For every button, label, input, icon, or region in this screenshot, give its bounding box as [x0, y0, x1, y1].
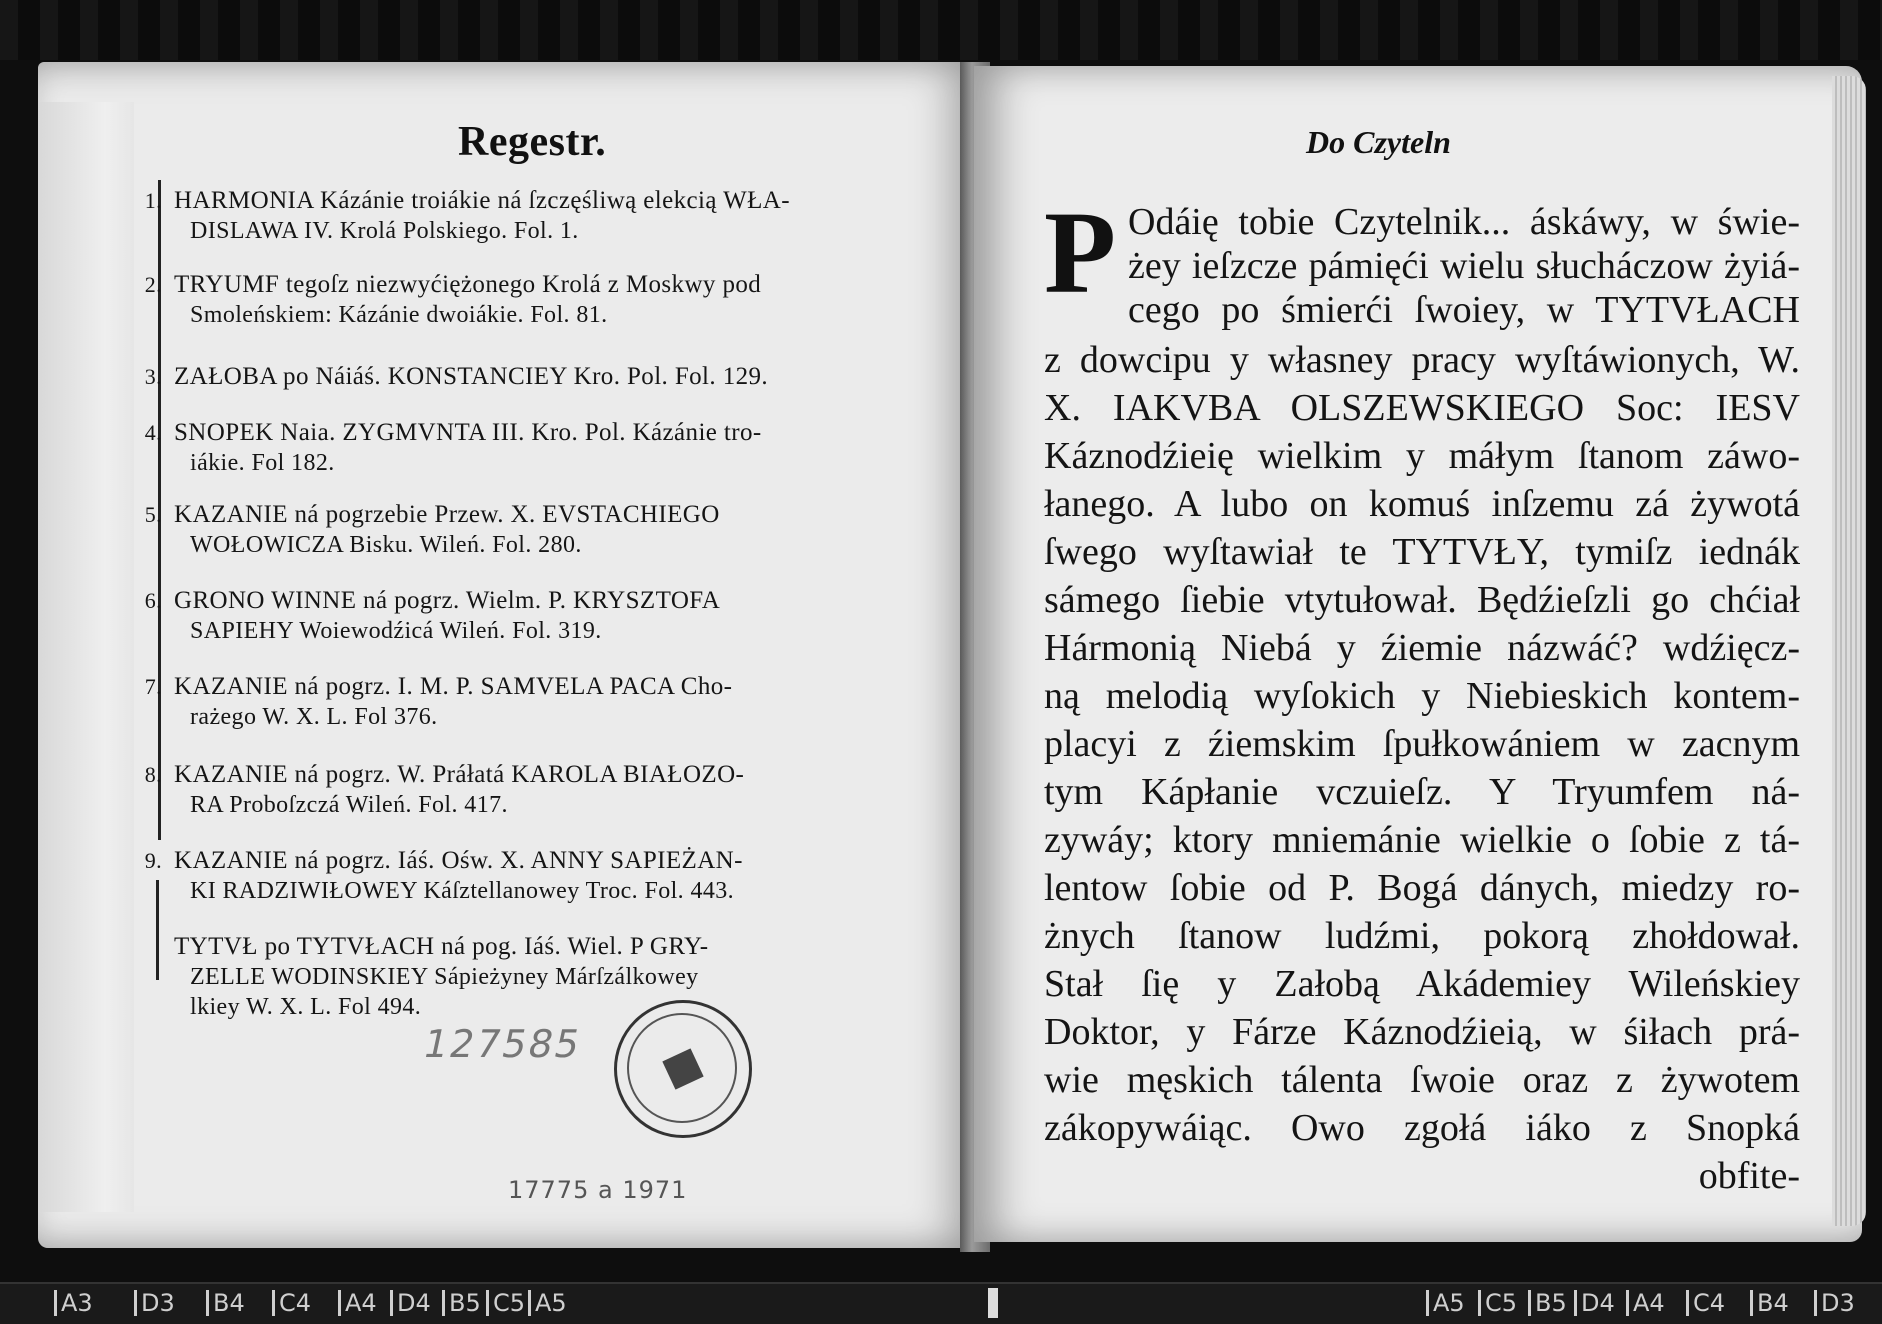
entry-line: TRYUMF tegoſz niezwyćiężonego Krolá z Moskwy pod — [174, 271, 762, 298]
text-line: z dowcipu y własney pracy wyſtáwionych, W. — [1044, 339, 1800, 381]
ruler-label: B4 — [1750, 1290, 1789, 1316]
film-top-edge — [0, 0, 1882, 60]
entry-number: 7. — [144, 674, 162, 699]
entry-line: DISLAWA IV. Krolá Polskiego. Fol. 1. — [190, 218, 579, 244]
ruler-label: A5 — [528, 1290, 567, 1316]
entry-number: 6. — [144, 588, 162, 613]
ruler-label: B5 — [1528, 1290, 1567, 1316]
entry-line: GRONO WINNE ná pogrz. Wielm. P. KRYSZTOFA — [174, 587, 721, 614]
catchword: obfite- — [1698, 1155, 1800, 1197]
text-line: Doktor, y Fárze Káznodźieią, w śiłach prá- — [1044, 1011, 1800, 1053]
page-edge-shadow — [38, 102, 134, 1212]
text-line: Káznodźieię wielkim y máłym ſtanom záwo- — [1044, 435, 1800, 477]
ruler-label: A4 — [338, 1290, 377, 1316]
film-ruler — [0, 1282, 1882, 1324]
ruler-label: B4 — [206, 1290, 245, 1316]
entry-line: SAPIEHY Woiewodźicá Wileń. Fol. 319. — [190, 618, 602, 644]
text-line: żnych ſtanow ludźmi, pokorą zhołdował. — [1044, 915, 1800, 957]
ruler-label: C5 — [1478, 1290, 1517, 1316]
stamp-emblem-icon — [655, 1041, 711, 1097]
drop-cap: P — [1044, 187, 1117, 318]
entry-line: KI RADZIWIŁOWEY Káſztellanowey Troc. Fol. 443. — [190, 878, 735, 904]
entry-line: TYTVŁ po TYTVŁACH ná pog. Iáś. Wiel. P GRY- — [174, 933, 709, 960]
text-line: wie męskich tálenta ſwoie oraz z żywotem — [1044, 1059, 1800, 1101]
text-line: żey ieſzcze pámięći wielu słucháczow żyiá- — [1128, 245, 1800, 287]
center-mark — [988, 1288, 998, 1318]
entry-number: 9. — [144, 848, 162, 873]
entry-line: Smoleńskiem: Kázánie dwoiákie. Fol. 81. — [190, 302, 608, 328]
entry-line: ZAŁOBA po Náiáś. KONSTANCIEY Kro. Pol. Fol. 129. — [174, 363, 769, 390]
ruler-label: B5 — [442, 1290, 481, 1316]
text-line: lentow ſobie od P. Bogá dánych, miedzy ro- — [1044, 867, 1800, 909]
entry-number: 5. — [144, 502, 162, 527]
entry-line: KAZANIE ná pogrzebie Przew. X. EVSTACHIEGO — [174, 501, 720, 528]
entry-line: KAZANIE ná pogrz. W. Práłatá KAROLA BIAŁOZO- — [174, 761, 745, 788]
text-line: Stał ſię y Załobą Akádemiey Wileńskiey — [1044, 963, 1800, 1005]
preface-title: Do Czyteln — [1306, 124, 1451, 160]
register-title: Regestr. — [458, 119, 607, 165]
text-line: Odáię tobie Czytelnik... áskáwy, w świe- — [1128, 201, 1800, 243]
text-line: ſwego wyſtawiał te TYTVŁY, tymiſz iednák — [1044, 531, 1800, 573]
entry-line: ZELLE WODINSKIEY Sápieżyney Márſzálkowey — [190, 964, 699, 990]
text-line: sámego ſiebie vtytułował. Będźieſzli go chćiał — [1044, 579, 1800, 621]
text-line: Hármonią Niebá y źiemie názwáć? wdźięcz- — [1044, 627, 1800, 669]
ruler-label: D4 — [1574, 1290, 1615, 1316]
entry-line: iákie. Fol 182. — [190, 450, 335, 476]
text-line: tym Kápłanie vczuieſz. Y Tryumfem ná- — [1044, 771, 1800, 813]
entry-line: KAZANIE ná pogrz. Iáś. Ośw. X. ANNY SAPIEŻAN- — [174, 847, 743, 874]
text-line: ną melodią wyſokich y Niebieskich kontem- — [1044, 675, 1800, 717]
entry-number: 1. — [144, 188, 162, 213]
ruler-label: C4 — [272, 1290, 311, 1316]
entry-line: RA Proboſzczá Wileń. Fol. 417. — [190, 792, 508, 818]
ruler-label: A3 — [54, 1290, 93, 1316]
ruler-label: D4 — [390, 1290, 431, 1316]
entry-number: 3. — [144, 364, 162, 389]
entry-line: WOŁOWICZA Bisku. Wileń. Fol. 280. — [190, 532, 582, 558]
entry-number: 4. — [144, 420, 162, 445]
entry-line: KAZANIE ná pogrz. I. M. P. SAMVELA PACA Cho- — [174, 673, 733, 700]
ruler-label: D3 — [1814, 1290, 1855, 1316]
text-line: zákopywáiąc. Owo zgołá iáko z Snopká — [1044, 1107, 1800, 1149]
page-stack-edge — [1832, 76, 1866, 1226]
ruler-label: C4 — [1686, 1290, 1725, 1316]
ruler-label: D3 — [134, 1290, 175, 1316]
margin-rule-lower — [156, 880, 159, 980]
entry-line: lkiey W. X. L. Fol 494. — [190, 994, 422, 1020]
ruler-label: A4 — [1626, 1290, 1665, 1316]
text-line: cego po śmierći ſwoiey, w TYTVŁACH — [1128, 289, 1800, 331]
shelf-mark: 17775 a 1971 — [508, 1176, 688, 1204]
text-line: zywáy; ktory mniemánie wielkie o ſobie z tá- — [1044, 819, 1800, 861]
entry-number: 8. — [144, 762, 162, 787]
entry-line: SNOPEK Naia. ZYGMVNTA III. Kro. Pol. Kázánie tro- — [174, 419, 762, 446]
entry-line: rażego W. X. L. Fol 376. — [190, 704, 438, 730]
ruler-label: A5 — [1426, 1290, 1465, 1316]
inventory-number: 127585 — [419, 1022, 586, 1066]
text-line: łanego. A lubo on komuś inſzemu zá żywotá — [1044, 483, 1800, 525]
ruler-label: C5 — [486, 1290, 525, 1316]
entry-line: HARMONIA Kázánie troiákie ná ſzczęśliwą elekcią WŁA- — [174, 187, 790, 214]
text-line: placyi z źiemskim ſpułkowániem w zacnym — [1044, 723, 1800, 765]
library-stamp — [614, 1000, 752, 1138]
text-line: X. IAKVBA OLSZEWSKIEGO Soc: IESV — [1044, 387, 1800, 429]
entry-number: 2. — [144, 272, 162, 297]
